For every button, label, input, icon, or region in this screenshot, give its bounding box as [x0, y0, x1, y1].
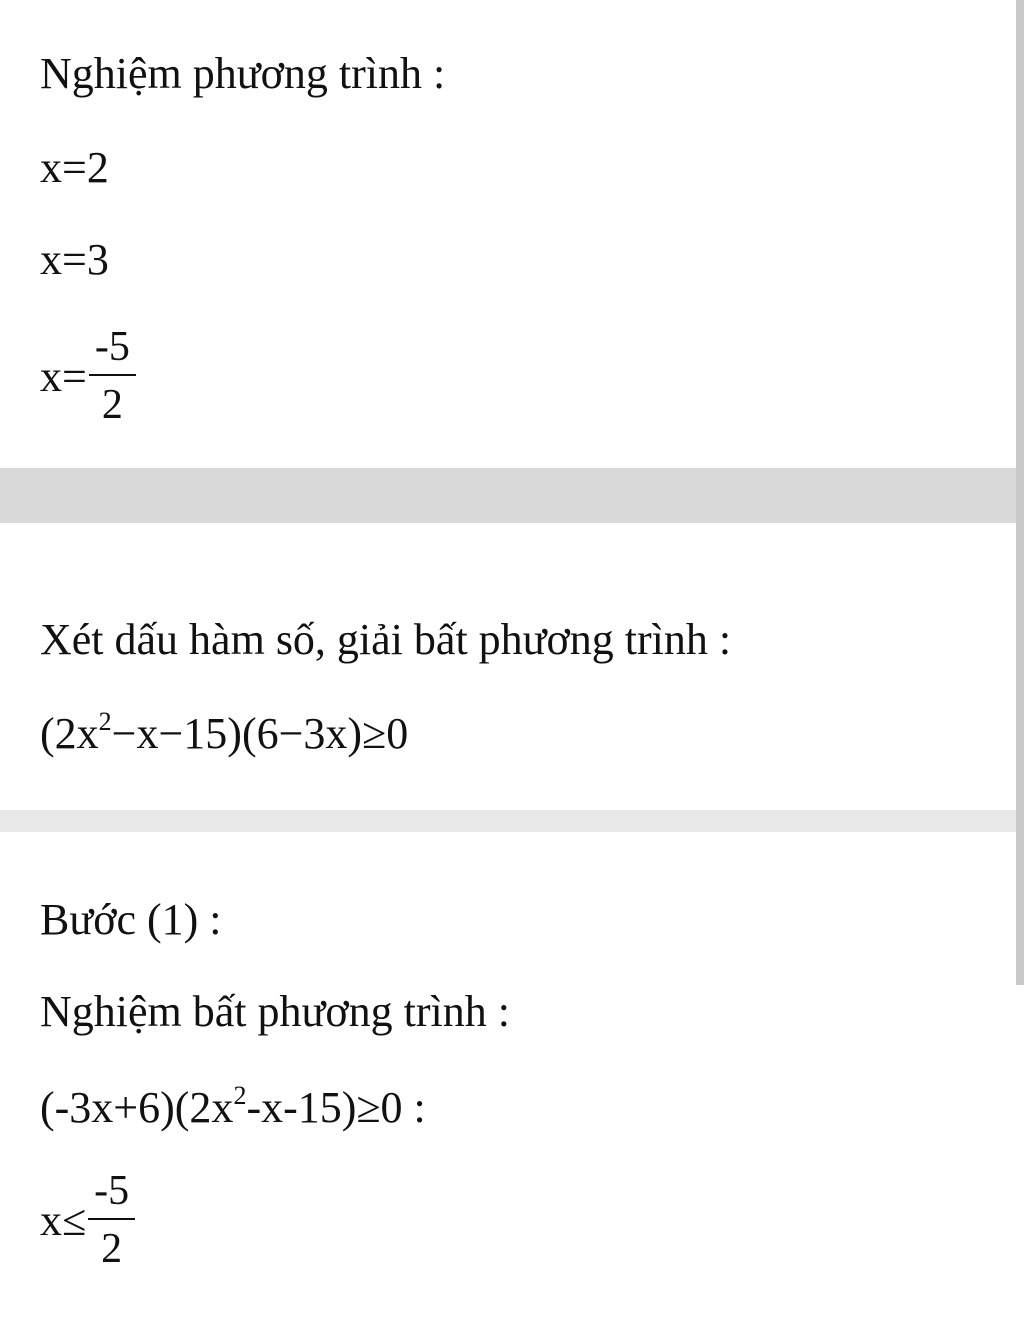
fraction-denominator: 2 — [101, 382, 123, 428]
inequality-part1: (2x — [40, 709, 99, 758]
section2-heading: Xét dấu hàm số, giải bất phương trình : — [40, 615, 732, 664]
root-1-value: 2 — [86, 143, 109, 192]
section3-heading: Nghiệm bất phương trình : — [40, 987, 510, 1036]
fraction — [88, 1170, 135, 1270]
inequality-part1: (-3x+6)(2x — [40, 1083, 234, 1132]
solution — [40, 1170, 135, 1270]
fraction — [89, 326, 136, 426]
inequality-part2: −x−15)(6−3x)≥0 — [111, 709, 409, 758]
root-3 — [40, 326, 136, 426]
root-2-value: 3 — [86, 235, 109, 284]
solution-prefix: x≤ — [40, 1195, 87, 1245]
step-label: Bước (1) : — [40, 895, 222, 944]
section1-heading: Nghiệm phương trình : — [40, 49, 446, 98]
exponent: 2 — [98, 707, 112, 736]
section3-inequality — [40, 1081, 426, 1132]
fraction-denominator: 2 — [101, 1226, 123, 1272]
root-2-prefix: x= — [40, 235, 87, 284]
root-3-prefix: x= — [40, 351, 87, 401]
section2-inequality — [40, 707, 409, 758]
fraction-numerator: -5 — [89, 326, 136, 376]
fraction-numerator: -5 — [88, 1170, 135, 1220]
exponent: 2 — [233, 1081, 247, 1110]
section-divider — [0, 468, 1016, 523]
scrollbar-thumb[interactable] — [1016, 0, 1024, 985]
inequality-part2: -x-15)≥0 : — [246, 1083, 426, 1132]
root-2 — [40, 235, 109, 284]
root-1 — [40, 143, 109, 192]
root-1-prefix: x= — [40, 143, 87, 192]
section-divider — [0, 810, 1016, 832]
